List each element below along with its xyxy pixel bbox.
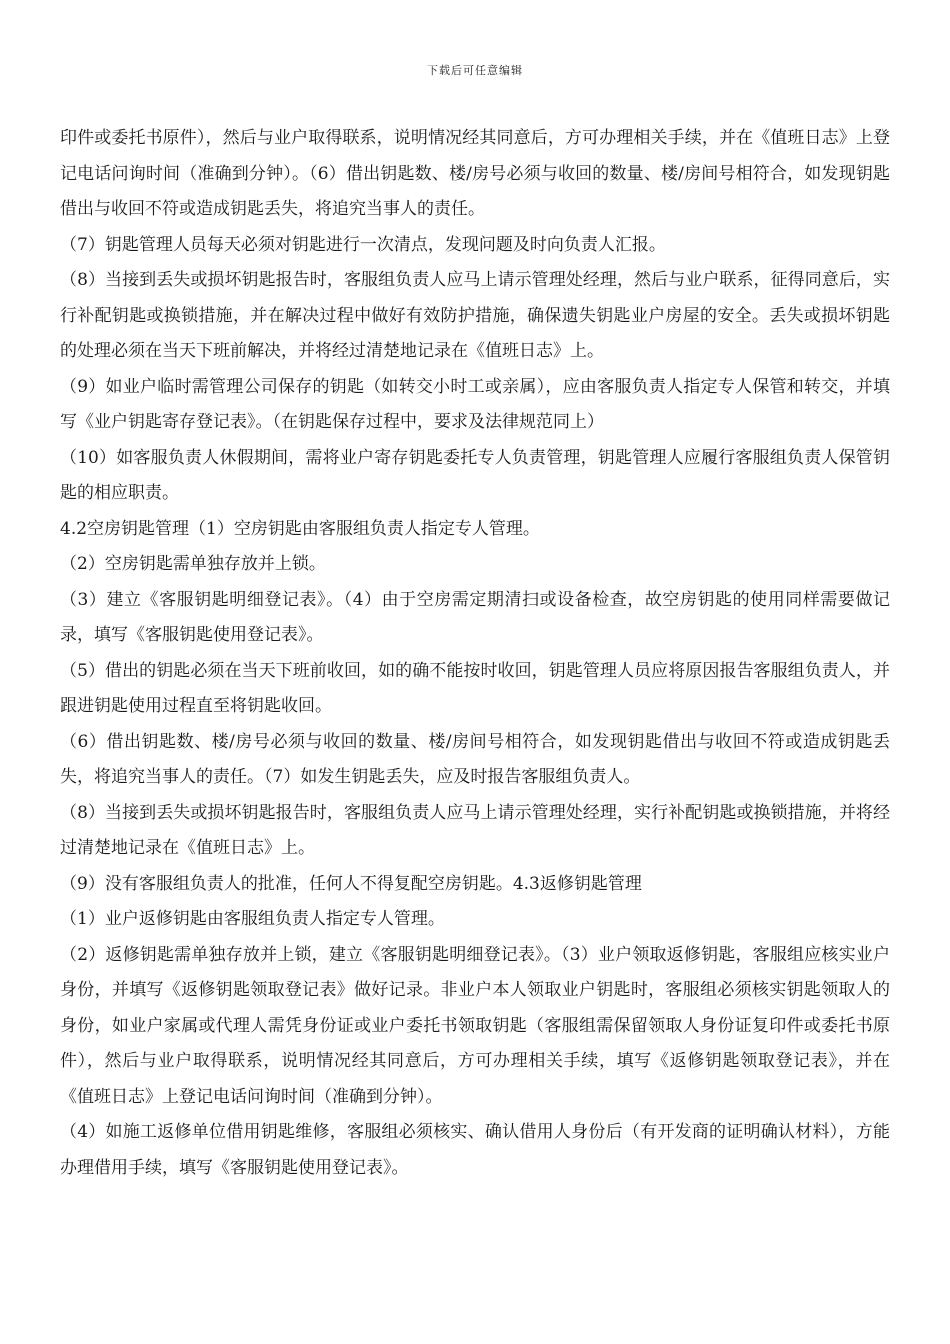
paragraph: （9）没有客服组负责人的批准，任何人不得复配空房钥匙。4.3返修钥匙管理 bbox=[60, 873, 642, 894]
paragraph: （2）空房钥匙需单独存放并上锁。 bbox=[60, 554, 326, 574]
document-body bbox=[60, 121, 890, 1186]
paragraph: （6）借出钥匙数、楼/房号必须与收回的数量、楼/房间号相符合，如发现钥匙借出与收回不符或造成钥匙丢失，将追究当事人的责任。（7）如发生钥匙丢失，应及时报告客服组负责人。 bbox=[60, 731, 890, 787]
paragraph: （10）如客服负责人休假期间，需将业户寄存钥匙委托专人负责管理，钥匙管理人应履行客服组负责人保管钥匙的相应职责。 bbox=[60, 447, 890, 503]
paragraph: （3）建立《客服钥匙明细登记表》。（4）由于空房需定期清扫或设备检查，故空房钥匙的使用同样需要做记录，填写《客服钥匙使用登记表》。 bbox=[60, 589, 890, 645]
paragraph: 4.2空房钥匙管理（1）空房钥匙由客服组负责人指定专人管理。 bbox=[60, 518, 540, 539]
paragraph: （2）返修钥匙需单独存放并上锁，建立《客服钥匙明细登记表》。（3）业户领取返修钥匙，客服组应核实业户身份，并填写《返修钥匙领取登记表》做好记录。非业户本人领取业户钥匙时，客服组必须核实钥匙领取人的身份，如业户家属或代理人需凭身份证或业户委托书领取钥匙（客服组需保留领取人身份证复印件或委托书原件），然后与业户取得联系，说明情况经其同意后，方可办理相关手续，填写《返修钥匙领取登记表》，并在《值班日志》上登记电话问询时间（准确到分钟）。 bbox=[60, 944, 890, 1107]
page-header: 下载后可任意编辑 bbox=[427, 64, 523, 77]
paragraph: （1）业户返修钥匙由客服组负责人指定专人管理。 bbox=[60, 909, 445, 929]
paragraph: （8）当接到丢失或损坏钥匙报告时，客服组负责人应马上请示管理处经理，实行补配钥匙或换锁措施，并将经过清楚地记录在《值班日志》上。 bbox=[60, 802, 890, 858]
paragraph: 印件或委托书原件），然后与业户取得联系，说明情况经其同意后，方可办理相关手续，并在《值班日志》上登记电话问询时间（准确到分钟）。（6）借出钥匙数、楼/房号必须与收回的数量、楼/房间号相符合，如发现钥匙借出与收回不符或造成钥匙丢失，将追究当事人的责任。 bbox=[60, 128, 890, 219]
paragraph: （8）当接到丢失或损坏钥匙报告时，客服组负责人应马上请示管理处经理，然后与业户联系，征得同意后，实行补配钥匙或换锁措施，并在解决过程中做好有效防护措施，确保遗失钥匙业户房屋的安全。丢失或损坏钥匙的处理必须在当天下班前解决，并将经过清楚地记录在《值班日志》上。 bbox=[60, 270, 890, 361]
paragraph: （7）钥匙管理人员每天必须对钥匙进行一次清点，发现问题及时向负责人汇报。 bbox=[60, 234, 666, 255]
paragraph: （5）借出的钥匙必须在当天下班前收回，如的确不能按时收回，钥匙管理人员应将原因报告客服组负责人，并跟进钥匙使用过程直至将钥匙收回。 bbox=[60, 660, 890, 716]
paragraph: （4）如施工返修单位借用钥匙维修，客服组必须核实、确认借用人身份后（有开发商的证明确认材料），方能办理借用手续，填写《客服钥匙使用登记表》。 bbox=[60, 1122, 890, 1178]
paragraph: （9）如业户临时需管理公司保存的钥匙（如转交小时工或亲属），应由客服负责人指定专人保管和转交，并填写《业户钥匙寄存登记表》。（在钥匙保存过程中，要求及法律规范同上） bbox=[60, 376, 890, 432]
